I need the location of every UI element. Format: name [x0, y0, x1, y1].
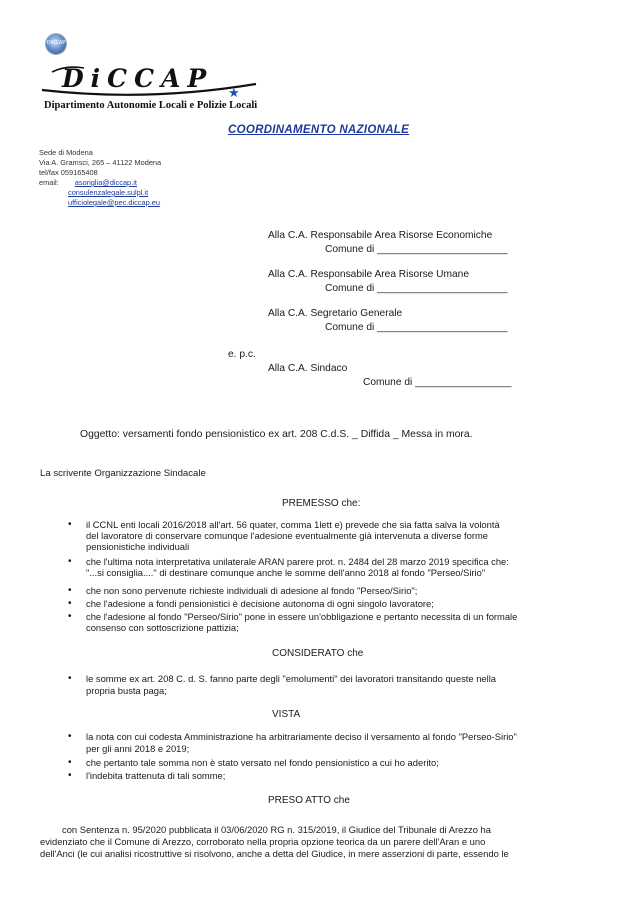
premesso-2-line1: che l'ultima nota interpretativa unilaterale ARAN parere prot. n. 2484 del 28 marzo 2019 specifica che:: [86, 556, 509, 567]
addressee-2-line2: Comune di _______________________: [325, 283, 508, 294]
premesso-5-line2: consenso con sottoscrizione pattizia;: [86, 622, 239, 633]
premesso-heading: PREMESSO che:: [282, 498, 361, 509]
premesso-2-line2: "...si consiglia...." di destinare comunque anche le somme dell'anno 2018 al fondo "Perseo/Sirio": [86, 567, 486, 578]
premesso-1-line3: pensionistiche individuali: [86, 541, 190, 552]
premesso-5-line1: che l'adesione al fondo "Perseo/Sirio" pone in essere un'obbligazione e pertanto necessita di un formale: [86, 611, 518, 622]
addressee-3-line1: Alla C.A. Segretario Generale: [268, 308, 403, 319]
addressee-1-line2: Comune di _______________________: [325, 244, 508, 255]
logo-text: DiCCAP: [62, 64, 214, 93]
bullet-icon: •: [68, 556, 72, 567]
premesso-1-line1: il CCNL enti locali 2016/2018 all'art. 56 quater, comma 1lett e) prevede che sia fatta salva la volontà: [86, 519, 500, 530]
bullet-icon: •: [68, 519, 72, 530]
department-name: Dipartimento Autonomie Locali e Polizie Locali: [44, 100, 258, 111]
preso-atto-line3: dell'Anci (le cui analisi ricostruttive si risolvono, anche a detta del Giudice, in mere asserzioni di parte, essendo le: [40, 848, 509, 859]
bullet-icon: •: [68, 673, 72, 684]
email-label: email:: [39, 178, 59, 187]
seal-text: DICCAP: [46, 40, 66, 46]
epc-line1: Alla C.A. Sindaco: [268, 363, 348, 374]
preso-atto-heading: PRESO ATTO che: [268, 795, 350, 806]
email-link-1[interactable]: asoriglia@diccap.it: [74, 178, 137, 187]
intro-text: La scrivente Organizzazione Sindacale: [40, 468, 206, 479]
contact-telfax: tel/fax 059165408: [39, 168, 98, 177]
addressee-2-line1: Alla C.A. Responsabile Area Risorse Umane: [268, 269, 470, 280]
vista-1-line1: la nota con cui codesta Amministrazione ha arbitrariamente deciso il versamento al fondo "Perseo-Sirio": [86, 731, 517, 742]
contact-address: Via A. Gramsci, 265 – 41122 Modena: [39, 158, 162, 167]
contact-sede: Sede di Modena: [39, 148, 93, 157]
vista-1-line2: per gli anni 2018 e 2019;: [86, 743, 190, 754]
epc-label: e. p.c.: [228, 349, 256, 360]
vista-3-line1: l'indebita trattenuta di tali somme;: [86, 770, 226, 781]
vista-2-line1: che pertanto tale somma non è stato versato nel fondo pensionistico a cui ho aderito;: [86, 757, 439, 768]
email-link-2[interactable]: consulenzalegale.sulpl.it: [68, 188, 149, 197]
subject-line: Oggetto: versamenti fondo pensionistico ex art. 208 C.d.S. _ Diffida _ Messa in mora.: [80, 429, 473, 440]
epc-line2: Comune di _________________: [363, 377, 512, 388]
bullet-icon: •: [68, 770, 72, 781]
considerato-1-line2: propria busta paga;: [86, 685, 167, 696]
considerato-heading: CONSIDERATO che: [272, 648, 364, 659]
vista-heading: VISTA: [272, 709, 301, 720]
preso-atto-line1: con Sentenza n. 95/2020 pubblicata il 03/06/2020 RG n. 315/2019, il Giudice del Tribunale di Arezzo ha: [62, 824, 491, 835]
premesso-3-line1: che non sono pervenute richieste individuali di adesione al fondo "Perseo/Sirio";: [86, 585, 418, 596]
bullet-icon: •: [68, 585, 72, 596]
contact-email-row: [39, 178, 137, 187]
addressee-1-line1: Alla C.A. Responsabile Area Risorse Economiche: [268, 230, 493, 241]
star-icon: ★: [228, 85, 240, 100]
premesso-4-line1: che l'adesione a fondi pensionistici è decisione autonoma di ogni singolo lavoratore;: [86, 598, 434, 609]
addressee-3-line2: Comune di _______________________: [325, 322, 508, 333]
bullet-icon: •: [68, 611, 72, 622]
premesso-1-line2: del lavoratore di conservare comunque l'adesione eventualmente già intervenuta a diverse forme: [86, 530, 489, 541]
bullet-icon: •: [68, 757, 72, 768]
email-link-3[interactable]: ufficiolegale@pec.diccap.eu: [68, 198, 161, 207]
union-seal-icon: [46, 34, 66, 54]
preso-atto-line2: evidenziato che il Comune di Arezzo, corroborato nella propria opzione teorica da un parere dell'Aran e uno: [40, 836, 486, 847]
considerato-1-line1: le somme ex art. 208 C. d. S. fanno parte degli "emolumenti" dei lavoratori transitando queste nella: [86, 673, 497, 684]
bullet-icon: •: [68, 598, 72, 609]
coordination-title: COORDINAMENTO NAZIONALE: [228, 124, 410, 136]
bullet-icon: •: [68, 731, 72, 742]
